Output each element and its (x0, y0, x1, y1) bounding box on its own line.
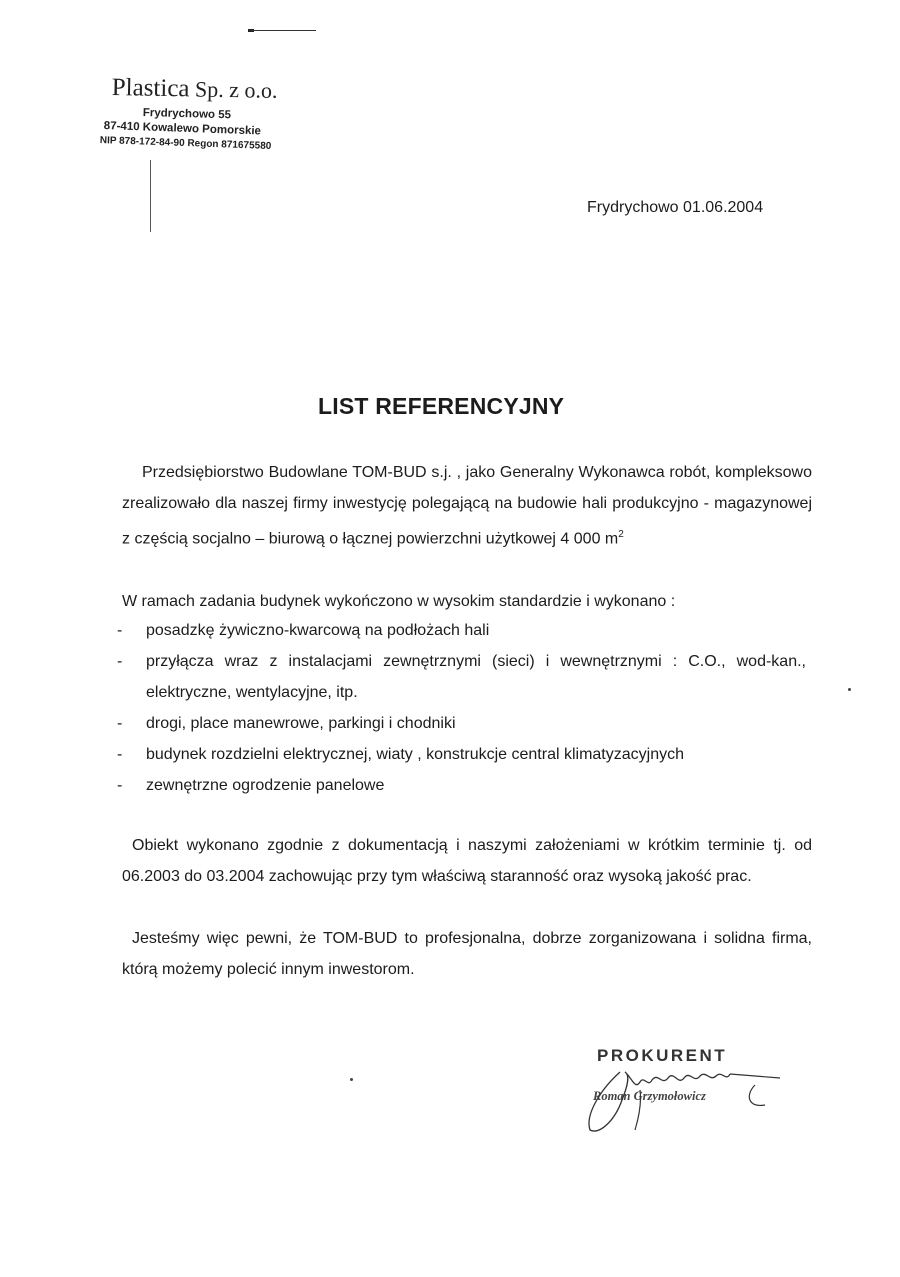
company-street: Frydrychowo 55 (142, 107, 232, 122)
bullet-dash: - (117, 653, 123, 670)
scan-line (250, 30, 316, 31)
company-stamp-name (112, 74, 278, 105)
list-item-text: budynek rozdzielni elektrycznej, wiaty , konstrukcje central klimatyzacyjnych (146, 746, 684, 763)
list-item (117, 739, 817, 770)
list-item (117, 770, 817, 801)
list-item-text: zewnętrzne ogrodzenie panelowe (146, 777, 385, 794)
company-city: 87-410 Kowalewo Pomorskie (103, 120, 262, 138)
bullet-dash: - (117, 746, 123, 763)
list-item (117, 708, 817, 739)
list-item (117, 615, 817, 646)
handwritten-signature (580, 1060, 790, 1140)
company-ids: NIP 878-172-84-90 Regon 871675580 (99, 135, 272, 152)
superscript: 2 (618, 529, 624, 540)
bullet-dash: - (117, 715, 123, 732)
company-name: Plastica (111, 74, 190, 103)
list-item (117, 646, 806, 708)
paragraph-execution: Obiekt wykonano zgodnie z dokumentacją i naszymi założeniami w krótkim terminie tj. od 06.2003 do 03.2004 zachowując przy tym właściwą staranność oraz wysoką jakość prac. (122, 837, 812, 885)
document-title: LIST REFERENCYJNY (318, 393, 565, 419)
signatory-name: Roman Grzymołowicz (593, 1089, 706, 1103)
place-date: Frydrychowo 01.06.2004 (587, 199, 764, 216)
stamp-divider (150, 160, 151, 232)
paragraph-recommendation: Jesteśmy więc pewni, że TOM-BUD to profesjonalna, dobrze zorganizowana i solidna firma, którą możemy polecić innym inwestorom. (122, 930, 812, 978)
scan-speck (848, 688, 851, 691)
company-suffix: Sp. z o.o. (194, 76, 278, 103)
signatory-role: PROKURENT (597, 1046, 728, 1065)
paragraph-intro (122, 457, 812, 554)
list-item-text: drogi, place manewrowe, parkingi i chodniki (146, 715, 456, 732)
bullet-dash: - (117, 777, 123, 794)
list-item-text: przyłącza wraz z instalacjami zewnętrznymi (sieci) i wewnętrznymi : C.O., wod-kan., elektryczne, wentylacyjne, itp. (146, 653, 806, 701)
bullet-dash: - (117, 622, 123, 639)
scan-speck (350, 1078, 353, 1081)
paragraph-scope: W ramach zadania budynek wykończono w wysokim standardzie i wykonano : (122, 593, 676, 610)
works-list (117, 615, 817, 801)
paragraph-intro-text: Przedsiębiorstwo Budowlane TOM-BUD s.j. , jako Generalny Wykonawca robót, kompleksowo zrealizowało dla naszej firmy inwestycję polegającą na budowie hali produkcyjno - magazynowej z częścią socjalno – biurową o łącznej powierzchni użytkowej 4 000 m (122, 464, 812, 548)
list-item-text: posadzkę żywiczno-kwarcową na podłożach hali (146, 622, 490, 639)
